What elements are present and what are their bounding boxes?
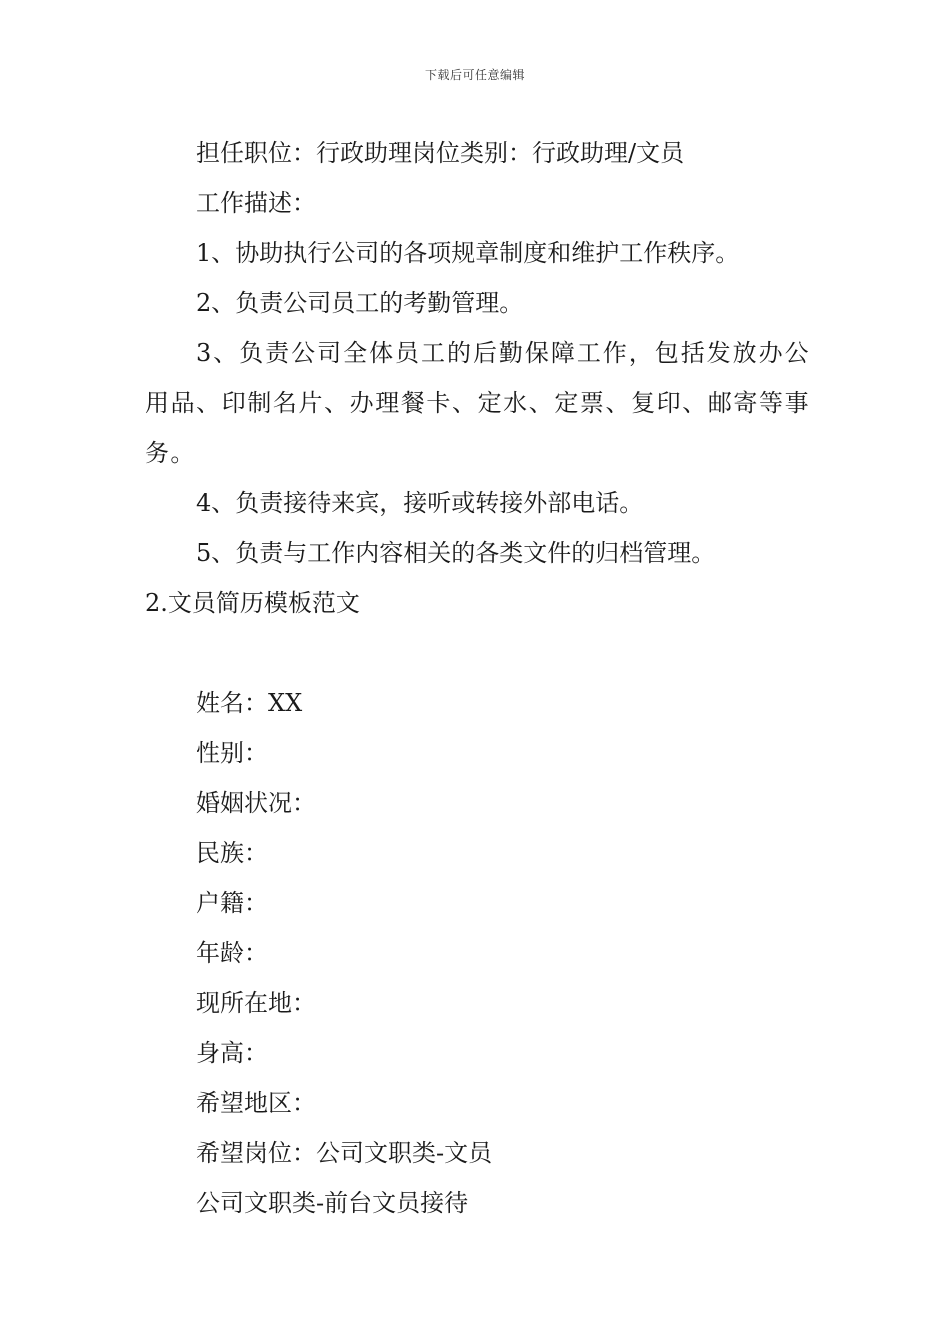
- resume-field-household-registration: 户籍：: [196, 889, 268, 917]
- job-item-3: 3、负责公司全体员工的后勤保障工作，包括发放办公用品、印制名片、办理餐卡、定水、定票、复印、邮寄等事务。: [145, 339, 810, 467]
- resume-field-gender: 性别：: [196, 739, 268, 767]
- resume-field-desired-region: 希望地区：: [196, 1089, 316, 1117]
- resume-field-ethnicity: 民族：: [196, 839, 268, 867]
- blank-line: [145, 628, 810, 678]
- resume-field-current-location: 现所在地：: [196, 989, 316, 1017]
- resume-field-age: 年龄：: [196, 939, 268, 967]
- resume-field-height: 身高：: [196, 1039, 268, 1067]
- job-description-heading: 工作描述：: [196, 189, 316, 217]
- resume-field-name: 姓名：XX: [196, 689, 303, 717]
- job-item-1: 1、协助执行公司的各项规章制度和维护工作秩序。: [196, 239, 740, 267]
- job-item-5: 5、负责与工作内容相关的各类文件的归档管理。: [196, 539, 716, 567]
- resume-field-marital-status: 婚姻状况：: [196, 789, 316, 817]
- header-note: 下载后可任意编辑: [424, 68, 525, 82]
- resume-field-desired-position: 希望岗位：公司文职类-文员: [196, 1139, 493, 1167]
- job-item-2: 2、负责公司员工的考勤管理。: [196, 289, 524, 317]
- job-item-4: 4、负责接待来宾，接听或转接外部电话。: [196, 489, 644, 517]
- document-body: [145, 128, 810, 1228]
- position-line: 担任职位：行政助理岗位类别：行政助理/文员: [196, 139, 685, 167]
- resume-field-desired-position-2: 公司文职类-前台文员接待: [196, 1189, 469, 1217]
- resume-title: 2.文员简历模板范文: [145, 589, 360, 617]
